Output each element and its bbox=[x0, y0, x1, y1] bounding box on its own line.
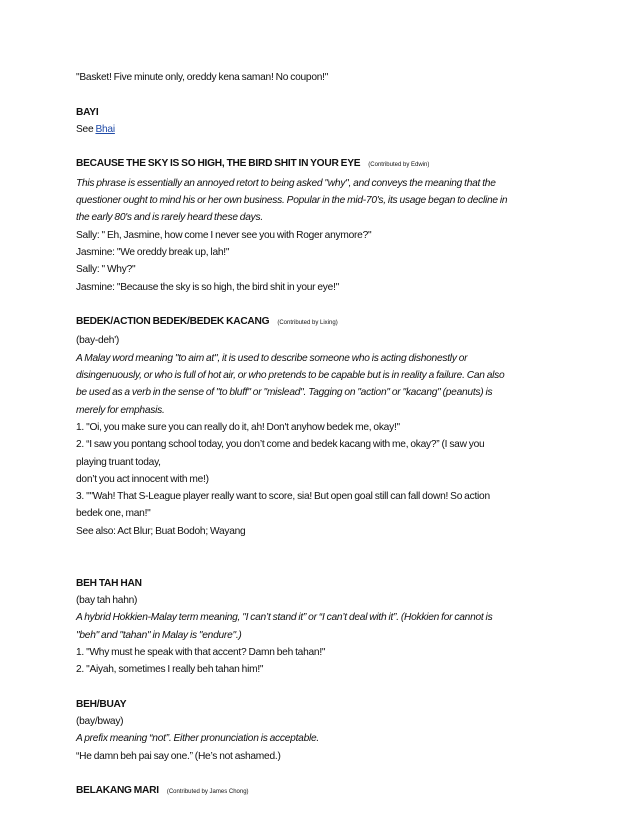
entry-heading-sky bbox=[76, 155, 576, 174]
spacer bbox=[76, 765, 576, 782]
entry-title-sky: BECAUSE THE SKY IS SO HIGH, THE BIRD SHIT IN YOUR EYE bbox=[76, 158, 361, 170]
example-line: 2. "Aiyah, sometimes I really beh tahan him!" bbox=[76, 664, 264, 676]
contributor-note: (Contributed by James Chong) bbox=[166, 789, 249, 796]
spacer bbox=[76, 296, 576, 313]
see-also-line bbox=[76, 121, 576, 138]
example-line: Jasmine: "Because the sky is so high, the bird shit in your eye!" bbox=[76, 281, 340, 293]
entry-title-belakang: BELAKANG MARI bbox=[76, 785, 159, 797]
definition-line: A Malay word meaning "to aim at", it is used to describe someone who is acting dishonestly or bbox=[76, 352, 468, 364]
pronunciation: (bay-deh') bbox=[76, 335, 120, 347]
entry-title-behtahhan: BEH TAH HAN bbox=[76, 577, 142, 589]
example-line: Jasmine: "We oreddy break up, lah!" bbox=[76, 246, 230, 258]
example-line: “He damn beh pai say one.” (He’s not ashamed.) bbox=[76, 750, 281, 762]
example-quote: "Basket! Five minute only, oreddy kena saman! No coupon!" bbox=[76, 72, 329, 83]
spacer bbox=[76, 138, 576, 155]
example-line: 1. "Oi, you make sure you can really do it, ah! Don't anyhow bedek me, okay!" bbox=[76, 421, 400, 433]
definition-line: the early 80's and is rarely heard these days. bbox=[76, 212, 263, 224]
contributor-note: (Contributed by Lixing) bbox=[277, 320, 338, 327]
definition-line: questioner ought to mind his or her own business. Popular in the mid-70's, its usage began to decline in bbox=[76, 195, 508, 207]
spacer bbox=[76, 557, 576, 574]
definition-line: This phrase is essentially an annoyed retort to being asked "why", and conveys the meaning that the bbox=[76, 177, 496, 189]
entry-heading-belakang bbox=[76, 782, 576, 801]
entry-title-bedek: BEDEK/ACTION BEDEK/BEDEK KACANG bbox=[76, 316, 270, 328]
see-also-line: See also: Act Blur; Buat Bodoh; Wayang bbox=[76, 525, 246, 537]
example-line: 3. ""Wah! That S-League player really want to score, sia! But open goal still can fall down! So action bbox=[76, 491, 490, 503]
spacer bbox=[76, 86, 576, 103]
contributor-note: (Contributed by Edwin) bbox=[368, 162, 430, 169]
pronunciation: (bay tah hahn) bbox=[76, 594, 138, 606]
example-line: Sally: " Eh, Jasmine, how come I never see you with Roger anymore?" bbox=[76, 229, 372, 241]
spacer bbox=[76, 678, 576, 695]
entry-title-behbuay: BEH/BUAY bbox=[76, 698, 127, 710]
pronunciation: (bay/bway) bbox=[76, 715, 124, 727]
see-prefix: See bbox=[76, 123, 96, 135]
example-line: 1. "Why must he speak with that accent? Damn beh tahan!" bbox=[76, 646, 326, 658]
definition-line: merely for emphasis. bbox=[76, 404, 165, 416]
definition-line: disingenuously, or who is full of hot air, or who pretends to be capable but is in reality a failure. Can also bbox=[76, 370, 505, 382]
definition-line: A hybrid Hokkien-Malay term meaning, "I can’t stand it” or “I can’t deal with it”. (Hokkien for cannot is bbox=[76, 612, 493, 624]
entry-heading-bedek bbox=[76, 313, 576, 332]
definition-line: be used as a verb in the sense of "to bluff" or "mislead". Tagging on "action" or "kacang" (peanuts) is bbox=[76, 387, 493, 399]
example-line: bedek one, man!" bbox=[76, 508, 151, 520]
entry-title-bayi: BAYI bbox=[76, 106, 99, 118]
definition-line: A prefix meaning “not”. Either pronunciation is acceptable. bbox=[76, 733, 319, 745]
example-line: don’t you act innocent with me!) bbox=[76, 473, 209, 485]
example-line: playing truant today, bbox=[76, 456, 161, 468]
page-content bbox=[76, 69, 576, 801]
spacer bbox=[76, 540, 576, 557]
example-line: 2. “I saw you pontang school today, you don’t come and bedek kacang with me, okay?” (I saw you bbox=[76, 439, 485, 451]
definition-line: "beh" and "tahan" in Malay is "endure".) bbox=[76, 629, 242, 641]
see-link-bhai[interactable]: Bhai bbox=[95, 123, 115, 135]
example-line: Sally: " Why?" bbox=[76, 264, 136, 276]
